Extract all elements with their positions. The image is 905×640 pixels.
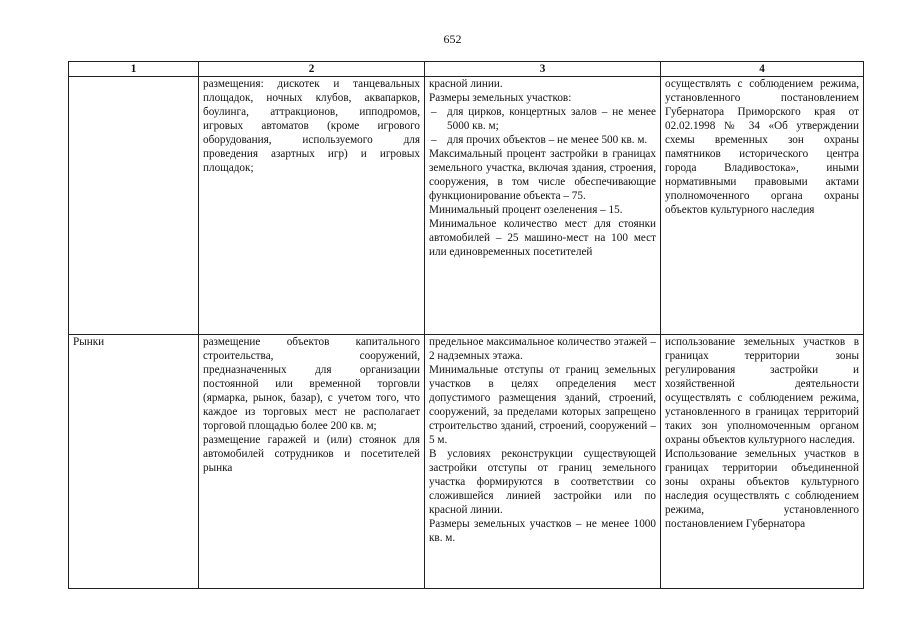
column-header-2: 2: [199, 62, 425, 77]
row1-parameters: [425, 77, 661, 335]
list-item: [429, 105, 656, 133]
row2-permitted-uses: [199, 335, 425, 589]
row1-col3-list-1: для цирков, концертных залов – не менее 5000 кв. м;: [447, 106, 656, 132]
row2-use-type: Рынки: [69, 335, 199, 589]
row1-restrictions: [661, 77, 864, 335]
row1-col4-text: осуществлять с соблюдением режима, установленного постановлением Губернатора Приморского края от 02.02.1998 № 34 «Об утверждении схемы временных зон охраны памятников исторического центра города Владивостока», иными нормативными правовыми актами уполномоченного органа охраны объектов культурного наследия: [665, 78, 859, 216]
row1-col2-text: размещения: дискотек и танцевальных площадок, ночных клубов, аквапарков, боулинга, аттракционов, ипподромов, игровых автоматов (кроме игрового оборудования, используемого для проведения азартных игр) и игровых площадок;: [203, 78, 420, 174]
row1-col3-list-2: для прочих объектов – не менее 500 кв. м.: [447, 134, 648, 146]
regulations-table: [68, 61, 864, 589]
row1-col3-intro-1: красной линии.: [429, 78, 503, 90]
list-item: [429, 133, 656, 147]
row1-col3-intro-2: Размеры земельных участков:: [429, 92, 572, 104]
row1-permitted-uses: [199, 77, 425, 335]
row2-col2-text-1: размещение объектов капитального строительства, сооружений, предназначенных для организации постоянной или временной торговли (ярмарка, рынок, базар), с учетом того, что каждое из торговых мест не располагает торговой площадью более 200 кв. м;: [203, 336, 420, 432]
row2-col4-text-2: Использование земельных участков в границах территории объединенной зоны охраны объектов культурного наследия осуществлять с соблюдением режима, установленного постановлением Губернатора: [665, 448, 859, 530]
row2-col3-text-3: В условиях реконструкции существующей застройки отступы от границ земельного участка формируются в соответствии со сложившейся линией застройки или по красной линии.: [429, 448, 656, 516]
table-header-row: [69, 62, 864, 77]
row1-use-type: [69, 77, 199, 335]
row1-col3-rest-1: Максимальный процент застройки в границах земельного участка, включая здания, строения, сооружения, в том числе обеспечивающие функционирование объекта – 75.: [429, 148, 656, 202]
column-header-1: 1: [69, 62, 199, 77]
row2-restrictions: [661, 335, 864, 589]
dash-bullet: –: [431, 134, 437, 146]
row2-parameters: [425, 335, 661, 589]
column-header-4: 4: [661, 62, 864, 77]
dash-bullet: –: [431, 106, 437, 118]
column-header-3: 3: [425, 62, 661, 77]
row2-col2-text-2: размещение гаражей и (или) стоянок для автомобилей сотрудников и посетителей рынка: [203, 434, 420, 474]
row2-col3-text-4: Размеры земельных участков – не менее 1000 кв. м.: [429, 518, 656, 544]
table-row: [69, 335, 864, 589]
row2-col3-text-1: предельное максимальное количество этажей – 2 надземных этажа.: [429, 336, 656, 362]
table-row: [69, 77, 864, 335]
page-number: 652: [443, 32, 462, 46]
row1-col3-rest-2: Минимальный процент озеленения – 15.: [429, 204, 623, 216]
row2-col3-text-2: Минимальные отступы от границ земельных участков в целях определения мест допустимого размещения зданий, строений, сооружений, за пределами которых запрещено строительство зданий, строений, сооружений – 5 м.: [429, 364, 656, 446]
row2-col4-text-1: использование земельных участков в границах территории зоны регулирования застройки и хозяйственной деятельности осуществлять с соблюдением режима, установленного в границах территорий таких зон уполномоченным органом охраны объектов культурного наследия.: [665, 336, 859, 446]
row1-col3-rest-3: Минимальное количество мест для стоянки автомобилей – 25 машино-мест на 100 мест или единовременных посетителей: [429, 218, 656, 258]
